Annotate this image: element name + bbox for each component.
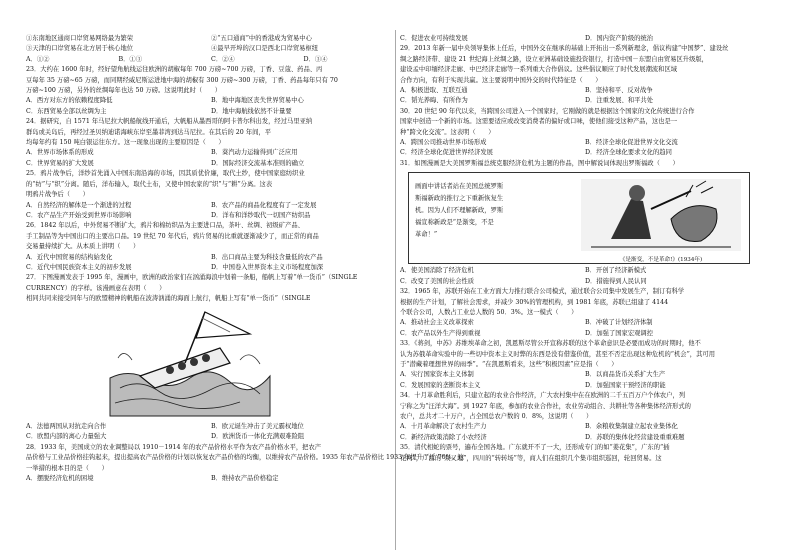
question-text: 宁称之为“汪洋大海”。到 1927 年底，参加的农业合作社，农业劳动组合、共耕社等各种集体经济形式的 (400, 402, 691, 410)
option-b[interactable]: B．农产品的商品化程度有了一定发展 (211, 201, 317, 209)
question-text: 的“纺”与“织”分离。随后，洋布输入，取代土布，又使中国农家的“织”与“耕”分离。这表 (26, 180, 273, 188)
question-text: 相同共同来接受同年与的欧盟精神的帆船在波涛汹涌的海面上航行，帆船上写有“单一货币”（SINGLE (26, 295, 311, 303)
options-row (26, 159, 396, 169)
question-text: 34．十月革命胜利后，只建立起的农业合作经济，广大农村集中在在欧洲的二千五百万户个体农户，列 (400, 392, 686, 400)
question-text: 24．据研究，自 1571 年马尼拉大帆船航线开通后，大帆船从墨西哥的阿卡普尔科出发，经过马里亚纳 (26, 118, 313, 126)
option-c[interactable]: C．发展国家的垄断资本主义 (400, 381, 481, 389)
question-text: CURRENCY）的字样。该漫画意在表明（ ） (26, 284, 166, 292)
cartoon-caption: 《是渐变，不是革命!》(1934年) (619, 257, 703, 264)
option-b[interactable]: B．开创了经济新模式 (585, 267, 647, 275)
options-row (400, 277, 770, 287)
question-text: 豆每年 35 万磅~65 万磅，而同期经威尼斯运进地中海的胡椒有 300 万磅~300 万磅，丁香、药品每年只有 70 (26, 76, 338, 84)
options-row (400, 86, 770, 96)
option-a[interactable]: A．①② (26, 55, 50, 63)
option-c[interactable]: C．近代中国民族资本主义的初步发展 (26, 263, 132, 271)
cartoon-figure (581, 173, 741, 263)
q22-item: ④最早开埠的汉口是西北口岸贸易枢纽 (211, 45, 319, 53)
option-a[interactable]: A．积极进取、互联互通 (400, 87, 468, 95)
q22-items-row-1 (26, 34, 396, 44)
option-b[interactable]: B．①③ (118, 55, 143, 63)
question-text: 30．20 世纪 90 年代以来，当跨国公司进入一个国家时，它刚做的就是根据这个国家的文化传统进行合作 (400, 107, 695, 115)
question-27 (26, 273, 396, 442)
roosevelt-cartoon-box (408, 172, 750, 264)
question-text: 27．下图漫画发表于 1995 年，漫画中，欧洲的政治家们在汹涌海浪中划着一条船，船帆上写着“单一货币”（SINGLE (26, 274, 358, 282)
question-text: 28．1933 年，美国成立的农业调整局以 1910－1914 年的农产品价格水平作为农产品价格水平，把农产 (26, 443, 322, 451)
option-b[interactable]: B．维持农产品价格稳定 (211, 475, 279, 482)
options-row (26, 96, 396, 106)
q22-items-row-2 (26, 44, 396, 54)
option-b[interactable]: B．冲破了计划经济体制 (585, 319, 653, 327)
question-text: 万磅~100 万磅，另外的丝绸每年也达 50 万磅。这说明此时（ ） (26, 87, 222, 95)
question-text: 35．清代相蛇的票号，遍布全国各地。广东就开不了一大，还形成专门的如“姜花集”，广东的“插 (400, 444, 670, 452)
options-row (26, 148, 396, 158)
option-c[interactable]: C．世界贸易的扩大发展 (26, 159, 94, 167)
options-row (400, 318, 770, 328)
question-text: 花网”，广西的“双又地”，四川的“转转场”等，商人们在组织几个集市组织巡回，轮回贸易。这 (400, 454, 662, 462)
options-row (400, 34, 770, 44)
option-a[interactable]: A．法德两国从对抗走向合作 (26, 422, 107, 430)
question-text: 32．1965 年，苏联开始在工业方面大力推行联合公司模式，通过联合公司集中发展生产，制订有科学 (400, 288, 685, 296)
options-row (26, 263, 396, 273)
option-b[interactable]: B．葵汽动力运输得到广泛应用 (211, 149, 298, 157)
option-d[interactable]: D．③④ (303, 55, 328, 63)
question-33 (400, 339, 770, 391)
option-c[interactable]: C．东西贸易全部以丝绸为主 (26, 107, 107, 115)
option-a[interactable]: A．跨国公司推动世界市场形成 (400, 139, 487, 147)
option-d[interactable]: D．国内资产阶级的统治 (585, 35, 654, 42)
options-row (26, 422, 396, 432)
option-d[interactable]: D．加强了国家宏观调控 (585, 329, 654, 337)
q22-item: ③天津的口岸贸易在北方居于核心地位 (26, 45, 134, 53)
question-text: 交易量持续扩大。从本质上讲明（ ） (26, 243, 140, 251)
option-c[interactable]: C．经济全球化促进世界经济发展 (400, 149, 493, 157)
question-text: 25．鸦片战争后，洋纱首先涌入中国东南沿海的市场，因其质优价廉，取代土纱，使中国家庭纺织业 (26, 170, 305, 178)
option-d[interactable]: D．地中海航线依然不计量要 (211, 107, 292, 115)
option-c[interactable]: C．②④ (211, 55, 235, 63)
option-a[interactable]: A．使美国消除了经济危机 (400, 267, 474, 275)
option-c[interactable]: C．促进农业可持续发展 (400, 35, 468, 42)
options-row (400, 266, 770, 276)
option-d[interactable]: D．中国卷入世界资本主义市场程度加深 (211, 263, 324, 271)
question-text: 个联合公司，人数占工业总人数的 50．3%。这一模式（ ） (400, 308, 578, 316)
question-35 (400, 443, 770, 464)
option-c[interactable]: C．新经济政策消除了小农经济 (400, 433, 487, 441)
option-d[interactable]: D．加强国家干预经济的职能 (585, 381, 666, 389)
options-row (400, 381, 770, 391)
cartoon-text-line: 画面中讲话者站在美国总统罗斯 (415, 183, 504, 191)
options-row (400, 148, 770, 158)
question-text: 31．如图漫画是大美国罗斯福总统克服经济危机为主题的作品，图中解说词体现出罗斯福政（ ） (400, 159, 679, 167)
option-b[interactable]: B．欧元诞生冲击了美元霸权地位 (211, 422, 304, 430)
question-text: 23．大约在 1600 年时，经好望角航线运往欧洲的胡椒每年 700 万磅~700 万磅，丁香、豆蔻、药品、丙 (26, 66, 323, 74)
option-a[interactable]: A．推动社会主义改革探索 (400, 319, 474, 327)
options-row (400, 422, 770, 432)
option-b[interactable]: B．出口商品主要为科技含量低的农产品 (211, 253, 323, 261)
option-c[interactable]: C．改变了美国的社会性质 (400, 277, 475, 285)
q22-item: ②“五口通商”中的香港成为贸易中心 (211, 35, 312, 42)
option-d[interactable]: D．欧洲货币一体化充满艰难险阻 (211, 433, 305, 441)
question-text: 于“潜藏着理想世界的雨季”。“在凯恩斯看来，这些“积极因素”应是指（ ） (400, 360, 618, 368)
options-row (26, 474, 396, 484)
option-d[interactable]: D．措施得到人民认同 (585, 277, 647, 285)
question-text: 农户，总共才二十万户，占全国总农户数的 0．8%，这说明（ ） (400, 412, 593, 420)
option-d[interactable]: D．洋布和洋纱取代一切国产纺织品 (211, 211, 311, 219)
question-26 (26, 221, 396, 273)
question-text: 合作方向，有利于实现共赢。这主要说明中国外交的时代特征是（ ） (400, 76, 602, 84)
option-b[interactable]: B．余粮收集制建立起农业集体化 (585, 423, 678, 431)
options-row (26, 253, 396, 263)
cartoon-text-line: 斯福新政的推行之下重新恢复生 (415, 195, 504, 203)
options-row (400, 96, 770, 106)
question-29 (400, 44, 770, 106)
option-a[interactable]: A．西方对东方的依赖程度降低 (26, 97, 113, 105)
question-32 (400, 287, 770, 339)
question-24 (26, 117, 396, 169)
question-23 (26, 65, 396, 117)
option-b[interactable]: B．地中海地区丧失世界贸易中心 (211, 97, 304, 105)
sailboat-cartoon-image (110, 308, 270, 416)
option-a[interactable]: A．十月革命解决了农村生产力 (400, 423, 487, 431)
option-c[interactable]: C．韬光养晦、有所作为 (400, 97, 468, 105)
question-25 (26, 169, 396, 221)
option-d[interactable]: D．苏联的集体化经营建设重重难题 (585, 433, 685, 441)
options-row (26, 107, 396, 117)
question-30 (400, 107, 770, 159)
option-c[interactable]: C．欧盟内部的离心力量强大 (26, 433, 107, 441)
question-text: 均每年约有 150 吨白银运往东方。这一现象出现的主要原因是（ ） (26, 139, 225, 147)
question-text: 29．2013 年新一届中央领导集体上任后，中国外交在继承的基础上开拓出一系列新理念，倡议构建“中国梦”、建设丝 (400, 45, 729, 53)
question-text: 种“跨文化交流”。这表明（ ） (400, 128, 495, 136)
option-a[interactable]: A．实行国家资本主义体制 (400, 371, 474, 379)
options-row (26, 201, 396, 211)
right-column (400, 34, 770, 464)
option-a[interactable]: A．近代中国贸易的结构始发化 (26, 253, 113, 261)
question-text: 一举措的根本目的是（ ） (26, 464, 108, 472)
question-34 (400, 391, 770, 443)
options-row (400, 433, 770, 443)
question-text: 绸之路经济带、建设 21 世纪海上丝绸之路，设立亚洲基础设施投资银行，打造中国－东盟自由贸易区升级版， (400, 55, 708, 63)
question-28 (26, 443, 465, 485)
question-text: 国家中创造一个新的市场。这需要适应或改变消费者的偏好或口味，使他们接受这种产品，这也是一 (400, 118, 678, 126)
option-d[interactable]: D．国际经济交流基本准则的确立 (211, 159, 305, 167)
options-row (26, 432, 396, 442)
question-text: 根据的生产计划，了解社会需求，并减少 30%的管理机构，到 1981 年底，苏联已组建了 4144 (400, 298, 669, 306)
option-b[interactable]: B．坚持和平、反对战争 (585, 87, 653, 95)
q22-options (26, 55, 396, 65)
question-text: 群岛或关岛后，再经过圣贝纳迪诺海峡东岸至墨菲湾到达马尼拉。在其后的 20 年间，平 (26, 128, 272, 136)
option-d[interactable]: D．注重发展、和平共处 (585, 97, 654, 105)
option-b[interactable]: B．以商品货币关系扩大生产 (585, 371, 666, 379)
roosevelt-cartoon-image (581, 176, 741, 254)
cartoon-text-line: 福宣称新政是“是渐变，不是 (415, 219, 494, 227)
q22-item: ①东南地区通商口岸贸易网络最为繁荣 (26, 35, 134, 42)
options-row (26, 211, 396, 221)
cartoon-description (409, 173, 581, 263)
question-text: 品价格与工业品价格挂钩起来，提出提高农产品价格的计划以恢复农产品价格的均衡，以维持农产品价格。1935 年农产品价格比 1933 年提升了近 70%。这 (26, 454, 465, 462)
question-text: 认为苏俄革命实验中的一些切中资本主义时弊的东西是没有借鉴价值，甚至不否定出现这种危机的“机会”，其可用 (400, 350, 715, 358)
question-text: 26．1842 年以后，中外贸易不断扩大，鸦片和棉纺织品为主要进口品，茶叶、丝绸、初级矿产品、 (26, 222, 304, 230)
option-b[interactable]: B．经济全球化促进世界文化交流 (585, 139, 678, 147)
options-row (400, 329, 770, 339)
option-d[interactable]: D．经济全球化要求文化的趋同 (585, 149, 672, 157)
option-a[interactable]: A．摆脱经济危机的困境 (26, 475, 94, 482)
question-text: 明鸦片战争后（ ） (26, 191, 89, 199)
option-c[interactable]: C．农产品以外生产得到重视 (400, 329, 481, 337)
option-c[interactable]: C．农产品生产开始受到世界市场影响 (26, 211, 132, 219)
question-text: 手工制品等为中国出口的主要出口品。19 世纪 70 年代后，鸦片贸易的比重就逐渐减少了，而正常的商品 (26, 232, 319, 240)
option-a[interactable]: A．世界市场体系的形成 (26, 149, 94, 157)
question-text: 建设孟中印缅经济走廊、中巴经济走廊等一系列重大合作倡议。这些倡议顺应了时代发展潮流和区域 (400, 66, 678, 74)
question-31 (400, 159, 770, 287)
option-a[interactable]: A．自然经济的解体是一个渐进的过程 (26, 201, 132, 209)
options-row (400, 370, 770, 380)
question-text: 33．《蒋剑，中苏》苏维埃革命之初，凯恩斯尽管公开宣称苏联的这个革命意识是必要而成功的时期时，他不 (400, 340, 701, 348)
cartoon-text-line: 革命！” (415, 231, 438, 239)
cartoon-text-line: 机。因为人们不理解新政，罗斯 (415, 207, 504, 215)
options-row (400, 138, 770, 148)
